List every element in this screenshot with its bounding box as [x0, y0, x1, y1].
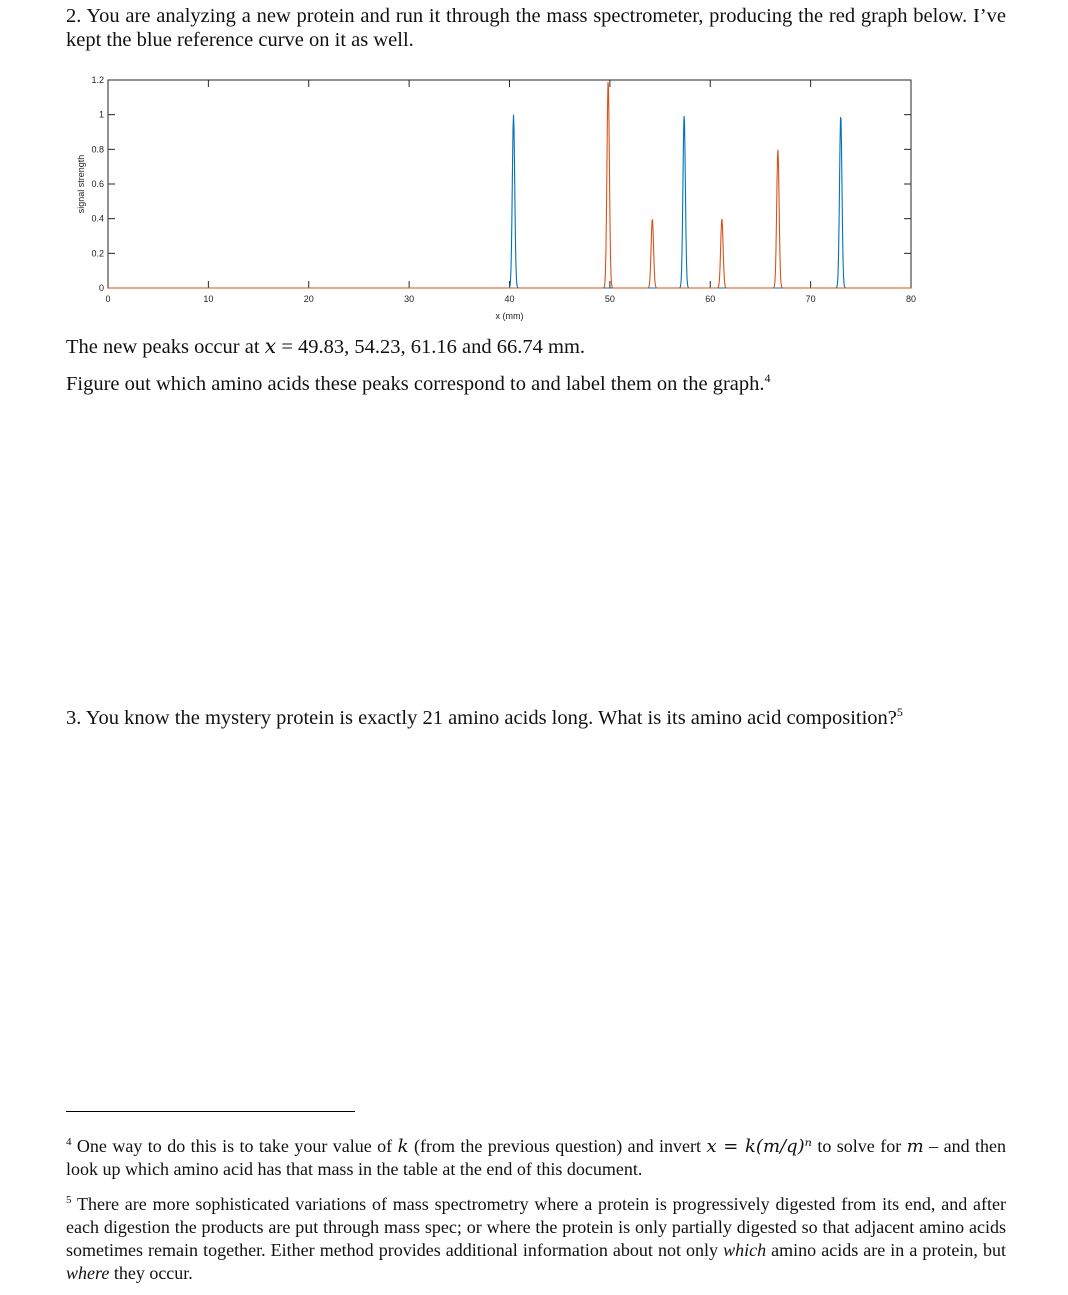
footnote-4-m: m	[906, 1136, 924, 1157]
footnote-5	[66, 1193, 1006, 1285]
x-tick-label-5: 50	[604, 294, 615, 304]
plot-area	[108, 80, 911, 288]
y-axis-label: signal strength	[76, 154, 86, 214]
footnote-4-marker: 4	[66, 1136, 72, 1148]
footnote-ref-5[interactable]: 5	[896, 705, 903, 720]
footnote-4-text-a: One way to do this is to take your value of	[71, 1136, 398, 1156]
footnote-4-k: k	[397, 1136, 409, 1157]
x-tick-label-2: 20	[303, 294, 314, 304]
footnote-separator	[66, 1111, 355, 1112]
label-instruction	[66, 372, 771, 396]
y-tick-label-2: 0.4	[91, 213, 104, 224]
label-instruction-text: Figure out which amino acids these peaks correspond to and label them on the graph.	[66, 373, 765, 395]
question-2-text: 2. You are analyzing a new protein and run it through the mass spectrometer, producing the red graph below. I’ve kept the blue reference curve on it as well.	[66, 5, 1006, 51]
footnote-5-text-a: There are more sophisticated variations of mass spectrometry where a protein is progressively digested from its end, and after each digestion the products are put through mass spec; or where the protein is only partially digested so that adjacent amino acids sometimes remain together. Either method provides additional information about not only	[66, 1194, 1006, 1260]
x-tick-label-6: 60	[705, 294, 716, 304]
y-tick-label-3: 0.6	[91, 179, 104, 189]
footnote-5-text-b: amino acids are in a protein, but	[766, 1240, 1006, 1260]
footnote-5-text-c: they occur.	[109, 1263, 193, 1283]
x-axis-label: x (mm)	[495, 311, 524, 321]
y-tick-label-1: 0.2	[91, 248, 104, 259]
y-tick-label-4: 0.8	[91, 144, 104, 155]
peaks-paragraph	[66, 334, 585, 359]
footnote-5-emphasis-which: which	[723, 1240, 767, 1260]
x-tick-label-0: 0	[105, 294, 111, 304]
peaks-variable: x	[264, 334, 277, 358]
x-tick-label-7: 70	[805, 294, 816, 304]
footnote-ref-4[interactable]: 4	[764, 371, 771, 386]
footnote-4-text-c: to solve for	[811, 1136, 907, 1156]
y-tick-label-0: 0	[98, 283, 104, 293]
x-tick-label-1: 10	[203, 294, 214, 304]
x-tick-label-4: 40	[504, 294, 515, 304]
question-3-text: 3. You know the mystery protein is exactly 21 amino acids long. What is its amino acid composition?	[66, 707, 897, 729]
footnote-4	[66, 1135, 1006, 1181]
x-tick-label-3: 30	[404, 294, 415, 304]
footnote-4-text-b: (from the previous question) and invert	[408, 1136, 707, 1156]
y-tick-label-5: 1	[98, 109, 104, 120]
footnote-4-text-d: – and then look up which amino acid has that mass in the table at the end of this document.	[66, 1136, 1007, 1179]
y-tick-label-6: 1.2	[91, 75, 104, 85]
footnote-4-equation: x = k(m/q)ⁿ	[706, 1136, 812, 1157]
footnote-5-emphasis-where: where	[66, 1263, 110, 1283]
question-3	[66, 706, 903, 730]
peaks-values: = 49.83, 54.23, 61.16 and 66.74 mm.	[276, 336, 586, 358]
peaks-intro: The new peaks occur at	[66, 336, 265, 358]
mass-spectrum-chart	[0, 70, 1068, 330]
footnote-5-marker: 5	[66, 1194, 72, 1206]
x-tick-label-8: 80	[905, 294, 917, 304]
